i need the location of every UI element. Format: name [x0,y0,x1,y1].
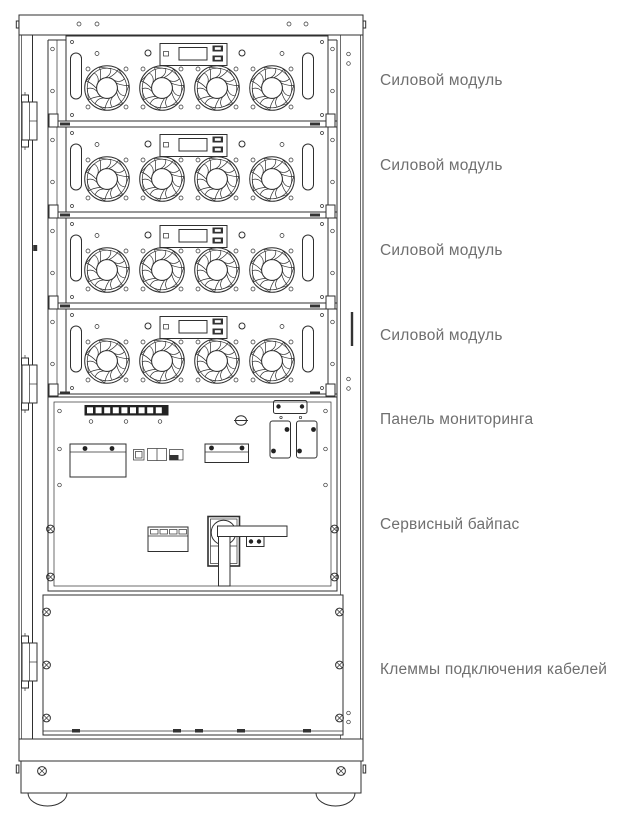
label-power-module-1: Силовой модуль [380,72,503,89]
breaker [148,527,188,552]
power-module-3 [66,218,328,303]
label-power-module-2: Силовой модуль [380,157,503,174]
hinge-top [22,92,38,150]
label-power-module-3: Силовой модуль [380,242,503,259]
foot-left [28,793,67,806]
monitoring-and-bypass-panel [47,397,339,591]
cable-terminal-compartment [43,595,344,735]
power-module-2 [66,127,328,212]
terminal-strip [85,405,169,416]
base-plinth [16,739,365,806]
label-cable-terminals: Клеммы подключения кабелей [380,661,608,678]
label-service-bypass: Сервисный байпас [380,516,520,533]
power-module-1 [66,36,328,121]
hinge-middle [22,355,38,413]
hinge-bottom [22,633,38,691]
foot-right [316,793,355,806]
power-module-4 [66,309,328,394]
label-monitoring-panel: Панель мониторинга [380,411,534,428]
label-power-module-4: Силовой модуль [380,327,503,344]
